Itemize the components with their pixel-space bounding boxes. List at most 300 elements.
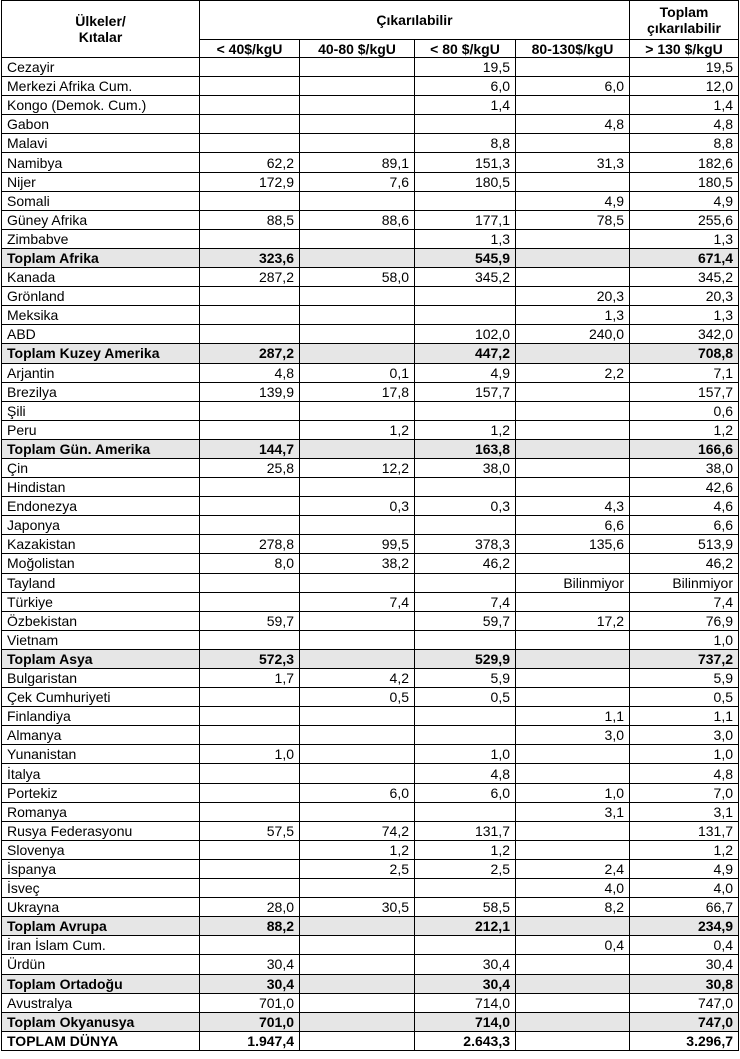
- value-cell: 0,4: [630, 936, 739, 955]
- value-cell: [300, 58, 415, 77]
- value-cell: [516, 592, 630, 611]
- value-cell: 4,0: [630, 879, 739, 898]
- value-cell: [415, 936, 516, 955]
- header-total-recoverable: [630, 1, 739, 40]
- value-cell: 1,4: [415, 96, 516, 115]
- country-cell: Özbekistan: [2, 611, 200, 630]
- table-row: [2, 879, 739, 898]
- country-cell: Bulgaristan: [2, 669, 200, 688]
- value-cell: [300, 1012, 415, 1031]
- value-cell: 4,9: [630, 859, 739, 878]
- value-cell: [415, 879, 516, 898]
- country-cell: Malavi: [2, 134, 200, 153]
- value-cell: [200, 859, 300, 878]
- value-cell: [516, 630, 630, 649]
- value-cell: 240,0: [516, 325, 630, 344]
- value-cell: 6,0: [300, 783, 415, 802]
- value-cell: 513,9: [630, 535, 739, 554]
- value-cell: 1,3: [415, 229, 516, 248]
- value-cell: 1,0: [415, 745, 516, 764]
- value-cell: [300, 77, 415, 96]
- value-cell: 30,5: [300, 898, 415, 917]
- value-cell: [200, 401, 300, 420]
- country-cell: Nijer: [2, 172, 200, 191]
- value-cell: [516, 974, 630, 993]
- value-cell: 4,8: [415, 764, 516, 783]
- country-cell: Toplam Ortadoğu: [2, 974, 200, 993]
- value-cell: 38,2: [300, 554, 415, 573]
- value-cell: 6,0: [415, 77, 516, 96]
- table-row: [2, 707, 739, 726]
- value-cell: 131,7: [630, 821, 739, 840]
- value-cell: [200, 726, 300, 745]
- value-cell: 345,2: [630, 268, 739, 287]
- value-cell: 0,6: [630, 401, 739, 420]
- value-cell: 212,1: [415, 917, 516, 936]
- value-cell: 88,6: [300, 210, 415, 229]
- value-cell: 163,8: [415, 439, 516, 458]
- value-cell: 3,1: [630, 802, 739, 821]
- value-cell: 7,4: [630, 592, 739, 611]
- value-cell: [300, 917, 415, 936]
- value-cell: 708,8: [630, 344, 739, 363]
- value-cell: 1,4: [630, 96, 739, 115]
- value-cell: [516, 268, 630, 287]
- value-cell: 714,0: [415, 993, 516, 1012]
- table-row: [2, 840, 739, 859]
- table-row: [2, 497, 739, 516]
- value-cell: 1.947,4: [200, 1031, 300, 1050]
- value-cell: 737,2: [630, 649, 739, 668]
- value-cell: 1,0: [200, 745, 300, 764]
- value-cell: 172,9: [200, 172, 300, 191]
- value-cell: 139,9: [200, 382, 300, 401]
- value-cell: [516, 229, 630, 248]
- table-row: [2, 688, 739, 707]
- table-row: [2, 229, 739, 248]
- value-cell: [516, 248, 630, 267]
- table-row: [2, 592, 739, 611]
- value-cell: [516, 993, 630, 1012]
- value-cell: [415, 401, 516, 420]
- value-cell: [415, 802, 516, 821]
- value-cell: [200, 134, 300, 153]
- country-cell: Toplam Avrupa: [2, 917, 200, 936]
- value-cell: 572,3: [200, 649, 300, 668]
- value-cell: 8,0: [200, 554, 300, 573]
- country-cell: Türkiye: [2, 592, 200, 611]
- value-cell: [415, 478, 516, 497]
- country-cell: Arjantin: [2, 363, 200, 382]
- table-row: [2, 77, 739, 96]
- table-row: [2, 936, 739, 955]
- table-row: [2, 535, 739, 554]
- value-cell: 3,1: [516, 802, 630, 821]
- value-cell: [200, 497, 300, 516]
- value-cell: 345,2: [415, 268, 516, 287]
- value-cell: 4,9: [516, 191, 630, 210]
- total-row: [2, 649, 739, 668]
- value-cell: [200, 840, 300, 859]
- value-cell: [415, 707, 516, 726]
- total-row: [2, 974, 739, 993]
- value-cell: [300, 344, 415, 363]
- value-cell: [516, 669, 630, 688]
- country-cell: ABD: [2, 325, 200, 344]
- value-cell: 19,5: [630, 58, 739, 77]
- value-cell: [300, 630, 415, 649]
- value-cell: 46,2: [415, 554, 516, 573]
- country-cell: Güney Afrika: [2, 210, 200, 229]
- table-row: [2, 745, 739, 764]
- value-cell: [415, 726, 516, 745]
- country-cell: Namibya: [2, 153, 200, 172]
- value-cell: [300, 401, 415, 420]
- value-cell: [300, 287, 415, 306]
- value-cell: [200, 783, 300, 802]
- value-cell: 31,3: [516, 153, 630, 172]
- value-cell: 59,7: [200, 611, 300, 630]
- value-cell: 2,2: [516, 363, 630, 382]
- table-row: [2, 478, 739, 497]
- country-cell: Endonezya: [2, 497, 200, 516]
- value-cell: [300, 516, 415, 535]
- value-cell: [516, 439, 630, 458]
- value-cell: 30,4: [630, 955, 739, 974]
- total-row: [2, 1012, 739, 1031]
- country-cell: Somali: [2, 191, 200, 210]
- value-cell: 78,5: [516, 210, 630, 229]
- value-cell: 88,5: [200, 210, 300, 229]
- value-cell: 5,9: [630, 669, 739, 688]
- header-80-130: 80-130$/kgU: [516, 40, 630, 58]
- value-cell: [516, 955, 630, 974]
- value-cell: [300, 649, 415, 668]
- country-cell: Romanya: [2, 802, 200, 821]
- table-row: [2, 325, 739, 344]
- value-cell: [200, 325, 300, 344]
- value-cell: [516, 821, 630, 840]
- value-cell: [516, 382, 630, 401]
- value-cell: 747,0: [630, 1012, 739, 1031]
- value-cell: 151,3: [415, 153, 516, 172]
- value-cell: 6,0: [516, 77, 630, 96]
- table-row: [2, 210, 739, 229]
- value-cell: [200, 879, 300, 898]
- value-cell: [300, 115, 415, 134]
- value-cell: [300, 802, 415, 821]
- country-cell: İtalya: [2, 764, 200, 783]
- header-lt80: < 80 $/kgU: [415, 40, 516, 58]
- value-cell: 30,8: [630, 974, 739, 993]
- value-cell: [200, 573, 300, 592]
- value-cell: 4,8: [630, 115, 739, 134]
- value-cell: [300, 478, 415, 497]
- value-cell: [300, 974, 415, 993]
- value-cell: 6,0: [415, 783, 516, 802]
- total-row: [2, 344, 739, 363]
- value-cell: 2,4: [516, 859, 630, 878]
- table-row: [2, 268, 739, 287]
- value-cell: [300, 726, 415, 745]
- header-lt40: < 40$/kgU: [200, 40, 300, 58]
- table-row: [2, 955, 739, 974]
- value-cell: 57,5: [200, 821, 300, 840]
- table-row: [2, 630, 739, 649]
- value-cell: [200, 229, 300, 248]
- country-cell: Finlandiya: [2, 707, 200, 726]
- table-row: [2, 363, 739, 382]
- value-cell: 7,4: [415, 592, 516, 611]
- country-cell: Yunanistan: [2, 745, 200, 764]
- value-cell: [200, 688, 300, 707]
- value-cell: 102,0: [415, 325, 516, 344]
- header-countries-line1: Ülkeler/: [75, 13, 126, 29]
- value-cell: 4,9: [415, 363, 516, 382]
- header-total-line2: çıkarılabilir: [647, 20, 721, 36]
- value-cell: 1,3: [630, 229, 739, 248]
- value-cell: [300, 229, 415, 248]
- value-cell: 58,0: [300, 268, 415, 287]
- value-cell: [415, 516, 516, 535]
- value-cell: [300, 439, 415, 458]
- value-cell: [516, 420, 630, 439]
- value-cell: 20,3: [516, 287, 630, 306]
- value-cell: [200, 936, 300, 955]
- country-cell: TOPLAM DÜNYA: [2, 1031, 200, 1050]
- value-cell: 323,6: [200, 248, 300, 267]
- value-cell: 1,0: [630, 630, 739, 649]
- country-cell: Toplam Gün. Amerika: [2, 439, 200, 458]
- value-cell: [516, 649, 630, 668]
- table-row: [2, 573, 739, 592]
- table-row: [2, 115, 739, 134]
- value-cell: 378,3: [415, 535, 516, 554]
- value-cell: 234,9: [630, 917, 739, 936]
- table-row: [2, 401, 739, 420]
- value-cell: [200, 707, 300, 726]
- value-cell: [200, 287, 300, 306]
- value-cell: [516, 478, 630, 497]
- value-cell: 7,0: [630, 783, 739, 802]
- value-cell: [516, 344, 630, 363]
- value-cell: 20,3: [630, 287, 739, 306]
- value-cell: 1,1: [630, 707, 739, 726]
- country-cell: Çek Cumhuriyeti: [2, 688, 200, 707]
- value-cell: [300, 306, 415, 325]
- country-cell: Peru: [2, 420, 200, 439]
- value-cell: [200, 96, 300, 115]
- value-cell: [415, 573, 516, 592]
- value-cell: [300, 707, 415, 726]
- value-cell: 4,2: [300, 669, 415, 688]
- value-cell: 701,0: [200, 1012, 300, 1031]
- value-cell: 701,0: [200, 993, 300, 1012]
- value-cell: 30,4: [200, 955, 300, 974]
- header-gt130: > 130 $/kgU: [630, 40, 739, 58]
- value-cell: [415, 115, 516, 134]
- value-cell: 1,3: [516, 306, 630, 325]
- value-cell: 28,0: [200, 898, 300, 917]
- value-cell: Bilinmiyor: [516, 573, 630, 592]
- value-cell: 25,8: [200, 458, 300, 477]
- country-cell: Vietnam: [2, 630, 200, 649]
- header-countries-line2: Kıtalar: [78, 29, 123, 45]
- table-row: [2, 134, 739, 153]
- value-cell: 3,0: [516, 726, 630, 745]
- value-cell: 2,5: [415, 859, 516, 878]
- value-cell: 1,0: [630, 745, 739, 764]
- value-cell: [200, 592, 300, 611]
- value-cell: 76,9: [630, 611, 739, 630]
- value-cell: [200, 191, 300, 210]
- value-cell: [415, 306, 516, 325]
- value-cell: 62,2: [200, 153, 300, 172]
- value-cell: 59,7: [415, 611, 516, 630]
- header-countries: [2, 1, 200, 58]
- value-cell: 342,0: [630, 325, 739, 344]
- value-cell: [516, 745, 630, 764]
- total-row: [2, 248, 739, 267]
- value-cell: Bilinmiyor: [630, 573, 739, 592]
- value-cell: 1,0: [516, 783, 630, 802]
- value-cell: 180,5: [630, 172, 739, 191]
- value-cell: 157,7: [630, 382, 739, 401]
- table-row: [2, 859, 739, 878]
- value-cell: 182,6: [630, 153, 739, 172]
- value-cell: [516, 96, 630, 115]
- table-row: [2, 726, 739, 745]
- value-cell: 8,8: [630, 134, 739, 153]
- value-cell: 4,8: [630, 764, 739, 783]
- value-cell: 747,0: [630, 993, 739, 1012]
- uranium-reserves-table-container: [1, 0, 738, 1051]
- country-cell: Merkezi Afrika Cum.: [2, 77, 200, 96]
- country-cell: Slovenya: [2, 840, 200, 859]
- value-cell: [200, 516, 300, 535]
- country-cell: Ürdün: [2, 955, 200, 974]
- value-cell: [300, 573, 415, 592]
- value-cell: 278,8: [200, 535, 300, 554]
- uranium-reserves-table: [1, 0, 739, 1051]
- value-cell: [300, 879, 415, 898]
- value-cell: 6,6: [630, 516, 739, 535]
- table-row: [2, 802, 739, 821]
- value-cell: [300, 1031, 415, 1050]
- header-recoverable: Çıkarılabilir: [200, 1, 630, 40]
- value-cell: 66,7: [630, 898, 739, 917]
- table-row: [2, 898, 739, 917]
- value-cell: 529,9: [415, 649, 516, 668]
- value-cell: 99,5: [300, 535, 415, 554]
- value-cell: [415, 191, 516, 210]
- value-cell: 1,2: [300, 840, 415, 859]
- table-row: [2, 153, 739, 172]
- value-cell: [516, 764, 630, 783]
- table-row: [2, 516, 739, 535]
- value-cell: 5,9: [415, 669, 516, 688]
- header-40-80: 40-80 $/kgU: [300, 40, 415, 58]
- value-cell: 4,6: [630, 497, 739, 516]
- table-row: [2, 611, 739, 630]
- country-cell: Çin: [2, 458, 200, 477]
- value-cell: 255,6: [630, 210, 739, 229]
- value-cell: 4,9: [630, 191, 739, 210]
- value-cell: 180,5: [415, 172, 516, 191]
- value-cell: [300, 611, 415, 630]
- value-cell: 4,0: [516, 879, 630, 898]
- value-cell: 17,2: [516, 611, 630, 630]
- value-cell: 0,3: [415, 497, 516, 516]
- value-cell: 8,2: [516, 898, 630, 917]
- country-cell: Toplam Kuzey Amerika: [2, 344, 200, 363]
- table-row: [2, 993, 739, 1012]
- value-cell: 131,7: [415, 821, 516, 840]
- table-row: [2, 287, 739, 306]
- value-cell: [200, 306, 300, 325]
- value-cell: [300, 936, 415, 955]
- value-cell: 12,2: [300, 458, 415, 477]
- value-cell: 12,0: [630, 77, 739, 96]
- value-cell: [200, 478, 300, 497]
- value-cell: 0,4: [516, 936, 630, 955]
- value-cell: 144,7: [200, 439, 300, 458]
- value-cell: 157,7: [415, 382, 516, 401]
- country-cell: Avustralya: [2, 993, 200, 1012]
- value-cell: [516, 688, 630, 707]
- value-cell: 58,5: [415, 898, 516, 917]
- value-cell: [300, 248, 415, 267]
- table-row: [2, 96, 739, 115]
- country-cell: Ukrayna: [2, 898, 200, 917]
- country-cell: Moğolistan: [2, 554, 200, 573]
- table-row: [2, 58, 739, 77]
- country-cell: Kazakistan: [2, 535, 200, 554]
- value-cell: 177,1: [415, 210, 516, 229]
- value-cell: 0,5: [630, 688, 739, 707]
- country-cell: Kongo (Demok. Cum.): [2, 96, 200, 115]
- table-row: [2, 172, 739, 191]
- value-cell: 4,3: [516, 497, 630, 516]
- total-row: [2, 917, 739, 936]
- world-total-row: [2, 1031, 739, 1050]
- country-cell: Hindistan: [2, 478, 200, 497]
- table-row: [2, 420, 739, 439]
- country-cell: Toplam Asya: [2, 649, 200, 668]
- value-cell: [200, 764, 300, 783]
- value-cell: [200, 630, 300, 649]
- country-cell: Tayland: [2, 573, 200, 592]
- value-cell: 1,3: [630, 306, 739, 325]
- country-cell: Meksika: [2, 306, 200, 325]
- value-cell: [516, 134, 630, 153]
- value-cell: [300, 134, 415, 153]
- total-row: [2, 439, 739, 458]
- value-cell: 17,8: [300, 382, 415, 401]
- value-cell: 7,6: [300, 172, 415, 191]
- value-cell: 0,3: [300, 497, 415, 516]
- value-cell: [300, 96, 415, 115]
- value-cell: 1,2: [415, 420, 516, 439]
- country-cell: Gabon: [2, 115, 200, 134]
- value-cell: 8,8: [415, 134, 516, 153]
- value-cell: 6,6: [516, 516, 630, 535]
- value-cell: [516, 58, 630, 77]
- value-cell: [300, 191, 415, 210]
- country-cell: Almanya: [2, 726, 200, 745]
- value-cell: 4,8: [516, 115, 630, 134]
- country-cell: Şili: [2, 401, 200, 420]
